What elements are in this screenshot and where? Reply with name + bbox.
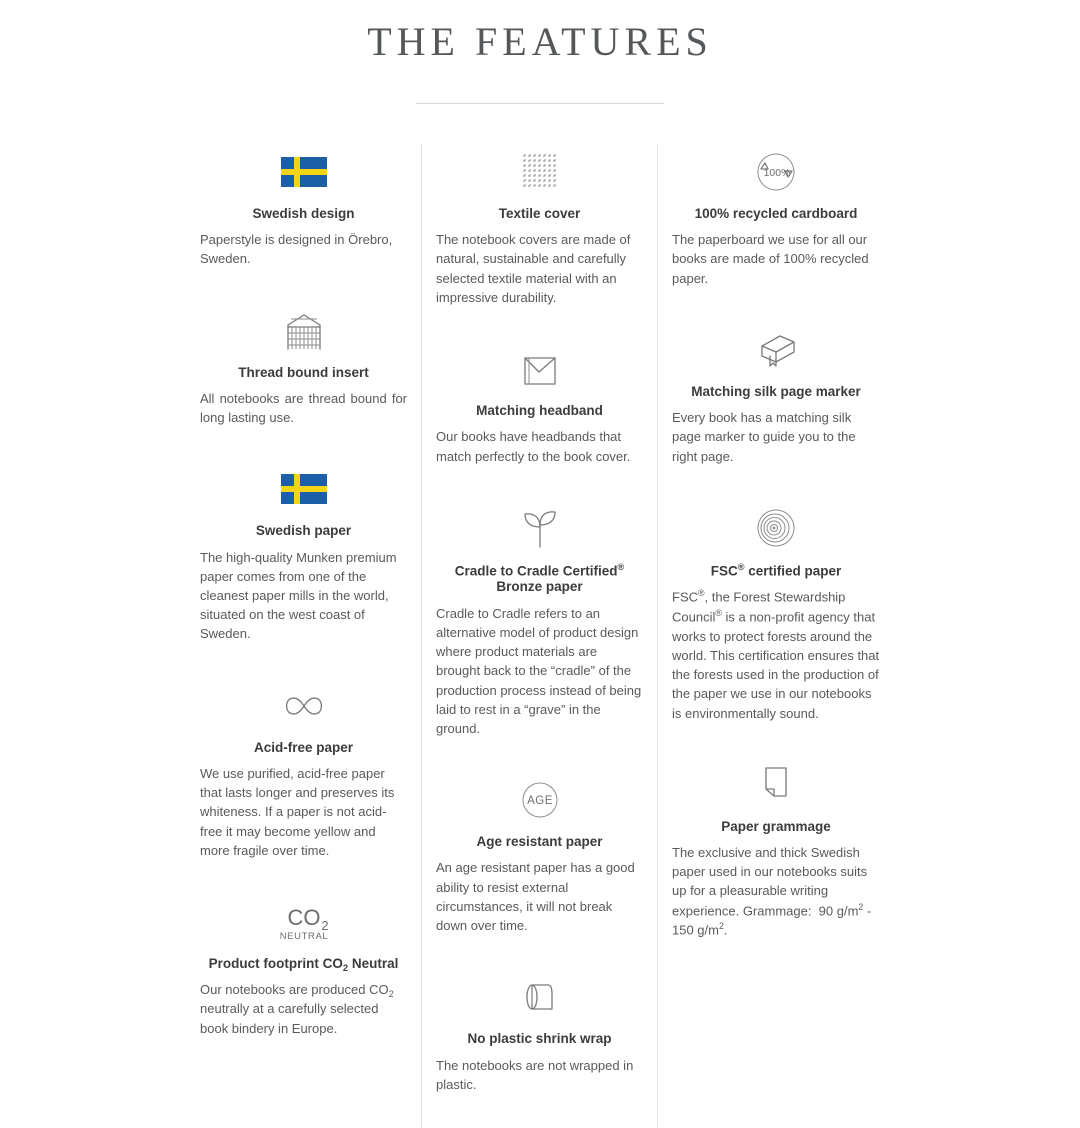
feature-fsc-certified-paper [672,500,880,723]
feature-body: All notebooks are thread bound for long lasting use. [200,390,407,426]
feature-title: No plastic shrink wrap [467,1031,612,1047]
feature-age-resistant-paper [436,772,643,935]
feature-acid-free-paper [200,678,407,860]
fsc-tree-rings-icon [672,500,880,556]
feature-title: Matching silk page marker [691,383,861,399]
infinity-icon [200,678,407,734]
co2-neutral-icon [200,894,407,950]
feature-silk-page-marker [672,322,880,466]
feature-title: Age resistant paper [476,834,603,850]
feature-body: Paperstyle is designed in Örebro, Sweden. [200,232,393,267]
feature-title: Acid-free paper [253,739,354,755]
thread-bound-insert-icon [200,303,407,359]
feature-body: The paperboard we use for all our books are made of 100% recycled paper. [672,232,869,286]
feature-title: Paper grammage [721,818,831,834]
feature-paper-grammage [672,757,880,940]
feature-title: Matching headband [476,403,603,419]
feature-title: Swedish design [252,206,355,221]
feature-recycled-cardboard [672,144,880,288]
feature-title: Cradle to Cradle Certified® Bronze paper [454,561,625,595]
feature-body: The exclusive and thick Swedish paper used in our notebooks suits up for a pleasurable writing experience. Grammage: 90 $g/m^2 - 150$ $g/m^2$. [672,844,872,938]
feature-body: The notebooks are not wrapped in plastic. [436,1057,634,1092]
svg-text:AGE: AGE [526,795,553,808]
svg-text:100%: 100% [763,167,791,179]
svg-text:CO: CO [287,905,320,931]
feature-swedish-design [200,144,407,269]
feature-title: Thread bound insert [238,364,369,380]
feature-body: Our notebooks are produced $CO_2$ neutrally at a carefully selected book bindery in Europe. [200,982,394,1036]
feature-body: We use purified, acid-free paper that lasts longer and preserves its whiteness. If a paper is not acid-free it may become yellow and more fragile over time. [200,765,395,858]
feature-textile-cover [436,144,643,307]
feature-body: FSC®, the Forest Stewardship Council® is a non-profit agency that works to protect forests around the world. This certification ensures that the forests used in the production of the paper we use in our notebooks is environmentally sound. [672,588,880,721]
feature-title: FSC® certified paper [710,561,842,579]
swedish-flag-icon [200,461,407,517]
page-title: THE FEATURES [367,19,713,64]
feature-cradle-to-cradle [436,500,643,739]
paper-sheet-icon [672,757,880,813]
title-divider [416,103,664,104]
feature-body: An age resistant paper has a good ability to resist external circumstances, it will not break down over time. [436,860,635,934]
swedish-flag-icon [200,144,407,200]
features-column-2 [422,144,658,1128]
feature-title: 100% recycled cardboard [694,206,858,221]
feature-body: Cradle to Cradle refers to an alternative model of product design where product materials are brought back to the “cradle” of the production process instead of being laid to rest in a “grave” in the ground. [436,605,642,737]
svg-text:2: 2 [320,918,329,934]
features-column-3 [658,144,894,1128]
feature-title: Product footprint $CO_2$ Neutral [208,956,399,975]
features-column-1 [186,144,422,1128]
feature-no-plastic-shrink-wrap [436,969,643,1094]
no-shrink-wrap-icon [436,969,643,1025]
textile-weave-icon [436,144,643,200]
feature-body: The high-quality Munken premium paper comes from one of the cleanest paper mills in the world, situated on the west coast of Sweden. [200,549,397,642]
feature-title: Swedish paper [255,523,352,539]
age-resistant-icon [436,772,643,828]
feature-body: The notebook covers are made of natural, sustainable and carefully selected textile material with an impressive durability. [436,232,631,305]
feature-title: Textile cover [498,206,581,221]
feature-thread-bound-insert [200,303,407,428]
feature-product-footprint-co2-neutral [200,894,407,1038]
feature-matching-headband [436,341,643,466]
recycled-100-icon [672,144,880,200]
feature-swedish-paper [200,461,407,643]
feature-body: Every book has a matching silk page marker to guide you to the right page. [672,410,856,464]
headband-icon [436,341,643,397]
features-grid [0,144,1080,1128]
svg-text:NEUTRAL: NEUTRAL [279,931,328,943]
feature-body: Our books have headbands that match perfectly to the book cover. [436,429,631,464]
leaf-icon [436,500,643,556]
silk-page-marker-icon [672,322,880,378]
